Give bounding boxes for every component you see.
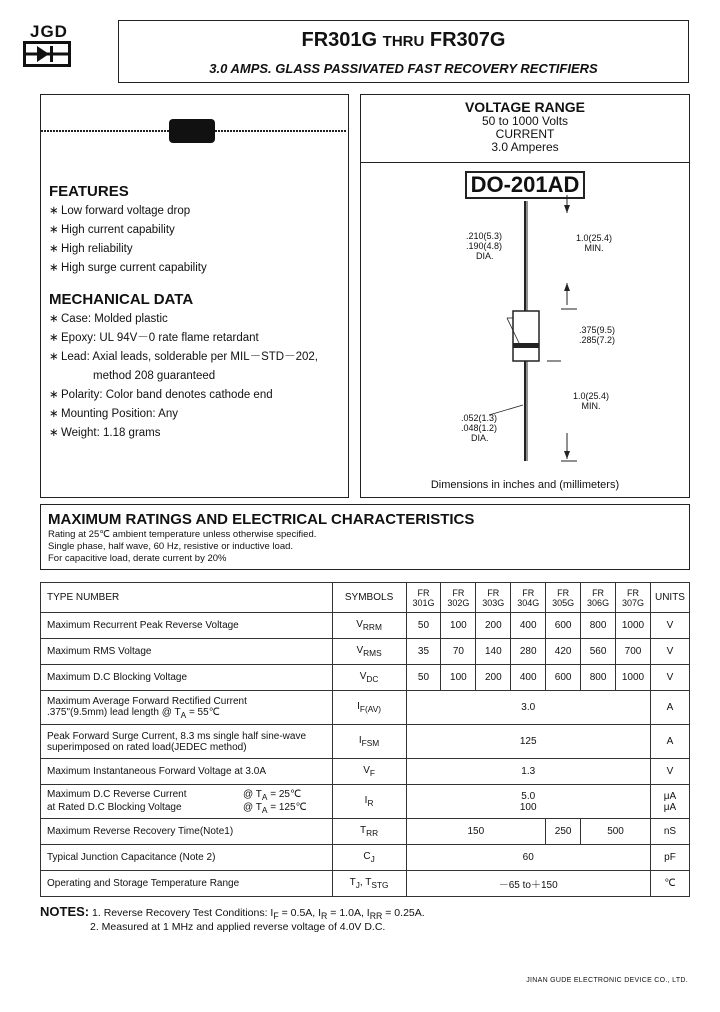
table-row: Maximum RMS Voltage $V_{RMS}$ 35 70 140 280 420 560 700 V [41,639,690,665]
voltage-range-box [361,95,689,163]
page-title: FR301G THRU FR307G [301,29,506,51]
feature-item: ∗ High current capability [49,224,175,236]
wire-dia-dims: .052(1.3) .048(1.2) DIA. [461,413,498,443]
lead-length-bottom: 1.0(25.4) MIN. [573,391,610,411]
mech-item: ∗ Weight: 1.18 grams [49,427,161,439]
table-row: Maximum D.C Blocking Voltage $V_{DC}$ 50 100 200 400 600 800 1000 V [41,665,690,691]
lead-dia-dims: .210(5.3) .190(4.8) DIA. [466,231,503,261]
header-units: UNITS [650,583,689,613]
header-part: FR 306G [581,583,616,613]
features-panel [40,94,349,498]
header-type-number: TYPE NUMBER [41,583,333,613]
table-row: Peak Forward Surge Current, 8.3 ms single half sine-wave superimposed on rated load(JEDEC method) $I_{FSM}$ 125 A [41,725,690,759]
mech-item: ∗ Epoxy: UL 94V－0 rate flame retardant [49,332,259,344]
header-part: FR 301G [406,583,441,613]
diode-image [41,113,347,149]
lead-length-top: 1.0(25.4) MIN. [576,233,613,253]
header-symbols: SYMBOLS [332,583,406,613]
header-part: FR 302G [441,583,476,613]
logo-diode-icon [22,40,72,68]
package-panel [360,94,690,498]
page-subtitle: 3.0 AMPS. GLASS PASSIVATED FAST RECOVERY RECTIFIERS [209,61,598,76]
header-part: FR 304G [511,583,546,613]
voltage-range-value: 50 to 1000 Volts [481,114,569,128]
mech-item: ∗ Lead: Axial leads, solderable per MIL－STD－202, [49,351,318,363]
notes: NOTES: 1. Reverse Recovery Test Conditions: $I_F = 0.5A$, $I_R = 1.0A$, $I_{RR} = 0.25A$. 2. Measured at 1 MHz and applied reverse voltage of 4.0V D.C. [40,904,425,934]
package-name: DO-201AD [361,171,689,199]
body-length-dims: .375(9.5) .285(7.2) [579,325,616,345]
feature-item: ∗ High reliability [49,243,133,255]
ratings-note: Single phase, half wave, 60 Hz, resistive or inductive load. [48,541,294,552]
mech-item-cont: method 208 guaranteed [93,370,216,382]
ratings-note: For capacitive load, derate current by 20% [48,553,227,564]
feature-item: ∗ Low forward voltage drop [49,205,191,217]
package-drawing [361,193,689,473]
ratings-table [40,582,690,897]
table-row: Maximum Reverse Recovery Time(Note1) $T_{RR}$ 150 250 500 nS [41,819,690,845]
ratings-note: Rating at 25℃ ambient temperature unless otherwise specified. [48,529,317,540]
header-part: FR 305G [546,583,581,613]
logo-text: JGD [30,22,68,41]
table-row: Maximum Instantaneous Forward Voltage at 3.0A $V_F$ 1.3 V [41,759,690,785]
table-row: Typical Junction Capacitance (Note 2) $C_J$ 60 pF [41,845,690,871]
features-title: FEATURES [49,183,129,200]
table-row: Maximum Average Forward Rectified Current .375"(9.5mm) lead length @ $T_A$ = 55℃ $I_{F(AV)}$ 3.0 A [41,691,690,725]
table-row: Operating and Storage Temperature Range $T_J$, $T_{STG}$ －65 to＋150 ℃ [41,871,690,897]
footer-company: JINAN GUDE ELECTRONIC DEVICE CO., LTD. [526,977,688,984]
table-row: Maximum D.C Reverse Current @ $T_A$ = 25℃ at Rated D.C Blocking Voltage @ $T_A$ = 125℃ $I_R$ 5.0 100 μA μA [41,785,690,819]
header-box [118,20,689,83]
voltage-range-title: VOLTAGE RANGE [464,99,586,115]
ratings-box [40,504,690,570]
header-part: FR 307G [616,583,651,613]
current-label: CURRENT [495,127,555,141]
mech-item: ∗ Polarity: Color band denotes cathode end [49,389,273,401]
feature-item: ∗ High surge current capability [49,262,207,274]
table-header-row [41,583,690,613]
ratings-title: MAXIMUM RATINGS AND ELECTRICAL CHARACTERISTICS [48,511,475,528]
table-row: Maximum Recurrent Peak Reverse Voltage $V_{RRM}$ 50 100 200 400 600 800 1000 V [41,613,690,639]
mech-item: ∗ Case: Molded plastic [49,313,168,325]
mech-item: ∗ Mounting Position: Any [49,408,178,420]
dimensions-note: Dimensions in inches and (millimeters) [430,479,620,491]
header-part: FR 303G [476,583,511,613]
current-value: 3.0 Amperes [491,140,559,154]
mechanical-title: MECHANICAL DATA [49,291,194,308]
